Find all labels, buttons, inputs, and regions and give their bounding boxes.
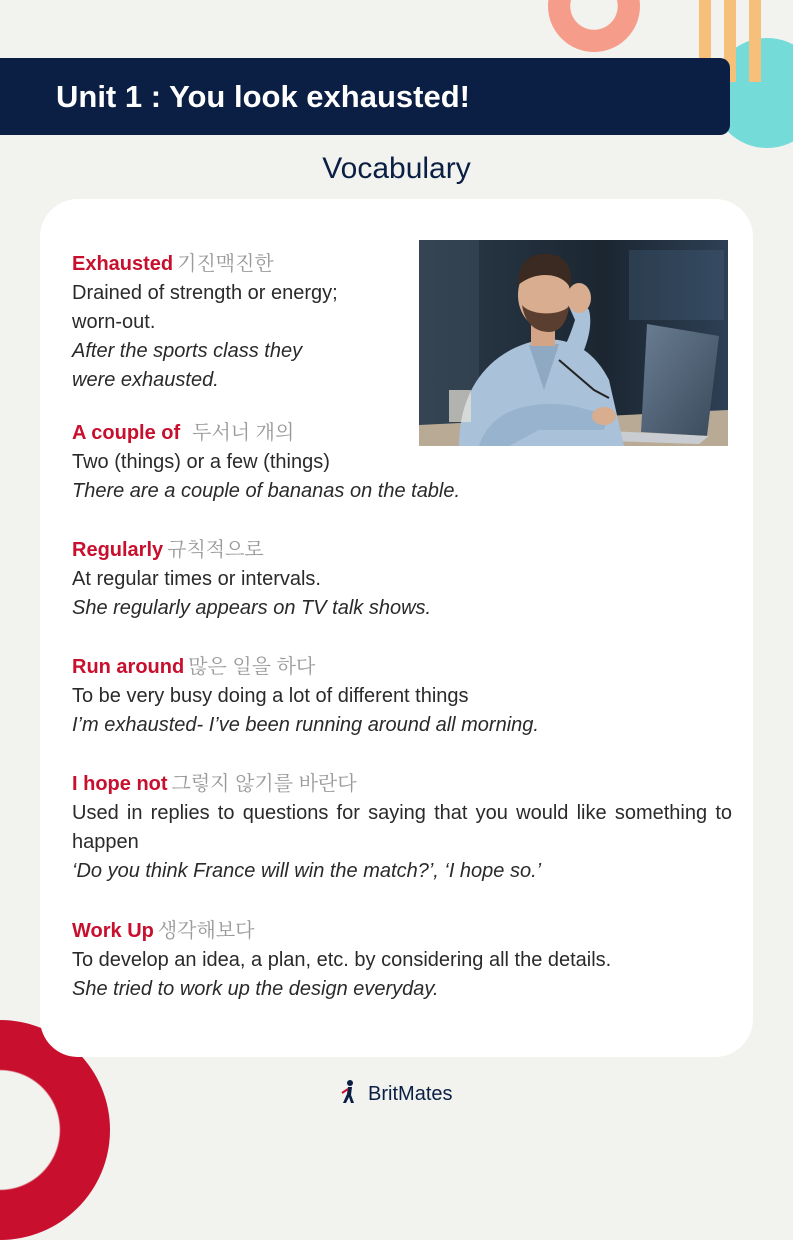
vocab-entry [72,917,732,1004]
vocab-example: She tried to work up the design everyday. [72,978,439,1000]
vocab-definition: worn-out. [72,311,156,333]
vocab-example: were exhausted. [72,369,219,391]
vocab-example: There are a couple of bananas on the table. [72,480,461,502]
unit-title: Unit 1 : You look exhausted! [56,78,470,114]
vocab-korean: 규칙적으로 [167,539,264,561]
vocab-definition: To develop an idea, a plan, etc. by considering all the details. [72,949,612,971]
brand-name: BritMates [368,1083,453,1105]
vocab-term: Exhausted [72,253,174,275]
vocab-term: Work Up [72,920,154,942]
vocab-term: A couple of [72,422,181,444]
vocab-example: ‘Do you think France will win the match?’, ‘I hope so.’ [72,860,542,882]
vocab-korean: 생각해보다 [157,920,255,942]
vocab-entry [72,653,732,740]
salmon-arc-decoration [548,0,640,52]
vocab-term: Regularly [72,539,164,561]
vocab-entry [72,250,732,395]
vocab-entry [72,419,732,506]
brand-logo [0,1079,793,1106]
vocab-definition: To be very busy doing a lot of different things [72,685,469,707]
vocab-korean: 그렇지 않기를 바란다 [171,773,357,795]
vocab-korean: 두서너 개의 [192,422,295,444]
section-title: Vocabulary [322,152,471,185]
unit-title-banner [0,58,730,135]
vocab-example: After the sports class they [72,340,303,362]
yellow-bar-decoration [749,0,761,82]
vocab-korean: 많은 일을 하다 [188,656,316,678]
vocab-entry [72,536,732,623]
britmates-figure-icon [340,1079,358,1105]
vocab-definition: At regular times or intervals. [72,568,321,590]
vocab-definition: Two (things) or a few (things) [72,451,330,473]
vocab-definition: Drained of strength or energy; [72,282,338,304]
vocab-definition: Used in replies to questions for saying that you would like something to happen [72,802,732,853]
vocab-term: Run around [72,656,185,678]
vocab-korean: 기진맥진한 [177,253,274,275]
vocab-entry [72,770,732,886]
vocab-example: I’m exhausted- I’ve been running around all morning. [72,714,539,736]
vocab-term: I hope not [72,773,168,795]
vocab-example: She regularly appears on TV talk shows. [72,597,432,619]
